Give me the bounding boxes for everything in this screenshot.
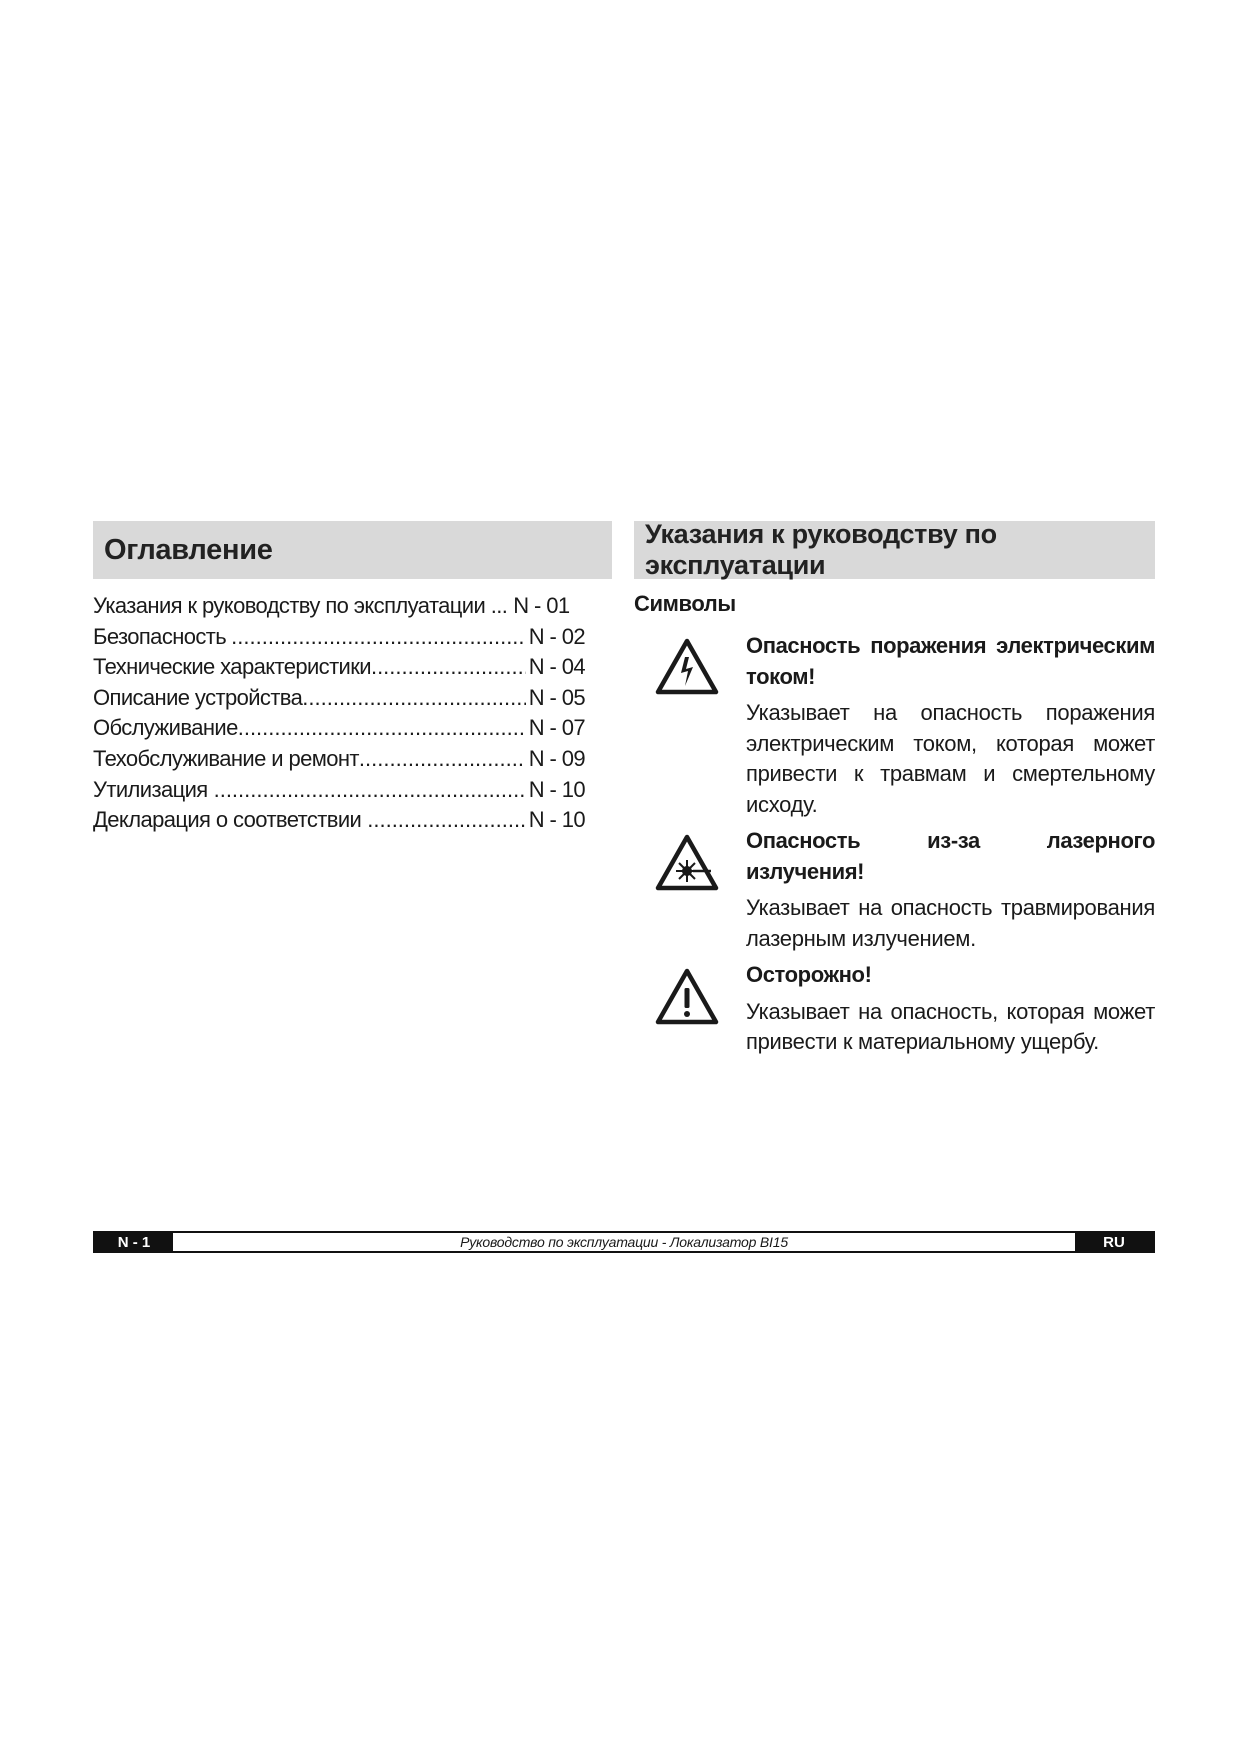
toc-item[interactable] [93, 652, 585, 683]
toc-section [93, 521, 612, 836]
symbol-description: Указывает на опасность, которая может привести к материальному ущербу. [746, 998, 1155, 1054]
toc-item[interactable] [93, 805, 585, 836]
symbol-caution [634, 960, 1155, 1058]
symbol-description: Указывает на опасность поражения электрическим током, которая может привести к травмам и смертельному исходу. [746, 700, 1155, 817]
toc-item-label: Указания к руководству по эксплуатации ... [93, 593, 508, 618]
symbol-description: Указывает на опасность травмирования лазерным излучением. [746, 895, 1155, 951]
toc-item-label: Технические характеристики [93, 654, 371, 680]
toc-item[interactable] [93, 713, 585, 744]
footer-title: Руководство по эксплуатации - Локализатор BI15 [460, 1234, 788, 1250]
electric-hazard-icon [655, 638, 719, 696]
toc-item-label: Безопасность [93, 623, 227, 649]
toc-item-page: N - 07 [528, 715, 585, 741]
toc-item[interactable] [93, 591, 585, 622]
toc-item[interactable] [93, 622, 585, 653]
symbol-heading: Опасность из-за лазерного излучения! [746, 828, 1155, 884]
symbol-heading: Опасность поражения электрическим током! [746, 633, 1155, 689]
toc-item-page: N - 10 [528, 776, 585, 802]
toc-item-page: N - 02 [528, 623, 585, 649]
toc-item-page: N - 01 [513, 593, 570, 618]
toc-item-page: N - 04 [528, 654, 585, 680]
instructions-header [634, 521, 1155, 579]
toc-item-page: N - 09 [528, 745, 585, 771]
toc-item[interactable] [93, 744, 585, 775]
toc-item-page: N - 05 [528, 684, 585, 710]
page-number: N - 1 [95, 1233, 173, 1251]
page-footer [93, 1231, 1155, 1253]
toc-item[interactable] [93, 683, 585, 714]
toc-item[interactable] [93, 775, 585, 806]
toc-item-label: Техобслуживание и ремонт [93, 745, 359, 771]
toc-item-label: Обслуживание [93, 715, 238, 741]
symbol-heading: Осторожно! [746, 962, 872, 987]
caution-icon [655, 968, 719, 1026]
toc-item-page: N - 10 [528, 807, 585, 833]
language-badge: RU [1075, 1233, 1153, 1251]
laser-hazard-icon [655, 834, 719, 892]
toc-list [93, 591, 612, 836]
instructions-section [634, 521, 1155, 1058]
toc-item-label: Описание устройства [93, 684, 303, 710]
toc-title: Оглавление [104, 533, 273, 566]
toc-item-label: Утилизация [93, 776, 208, 802]
instructions-title: Указания к руководству по эксплуатации [645, 519, 997, 580]
toc-item-label: Декларация о соответствии [93, 807, 362, 833]
symbol-electric [634, 631, 1155, 820]
symbols-title: Символы [634, 591, 736, 616]
toc-header [93, 521, 612, 579]
symbol-laser [634, 826, 1155, 954]
